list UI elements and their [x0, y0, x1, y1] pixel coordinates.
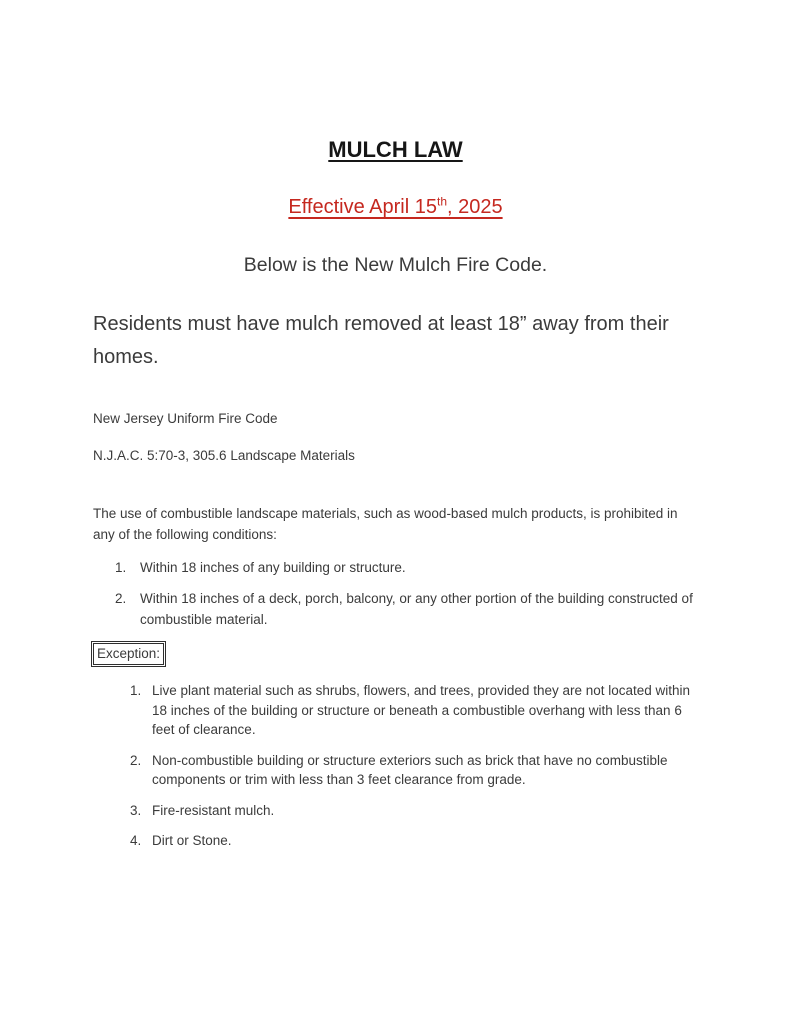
- effective-date-ordinal: th: [436, 194, 447, 209]
- subtitle: Below is the New Mulch Fire Code.: [243, 254, 548, 276]
- code-name: New Jersey Uniform Fire Code: [93, 411, 278, 426]
- notice-text: Residents must have mulch removed at least 18” away from their homes.: [93, 313, 669, 368]
- exception-item-3-number: 3.: [130, 802, 142, 818]
- exceptions-list: [93, 681, 698, 851]
- document-title-text: MULCH LAW: [328, 137, 463, 162]
- effective-date-suffix: , 2025: [447, 196, 503, 218]
- condition-item-2-text: Within 18 inches of a deck, porch, balcony, or any other portion of the building constructed of combustible material.: [140, 591, 693, 627]
- condition-item-2: [115, 588, 698, 630]
- exception-item-1-text: Live plant material such as shrubs, flowers, and trees, provided they are not located within 18 inches of the building or structure or beneath a combustible overhang with less than 6 feet of clearance.: [152, 683, 691, 737]
- effective-date-line: [93, 194, 698, 220]
- code-reference: N.J.A.C. 5:70-3, 305.6 Landscape Materials: [93, 448, 355, 463]
- condition-item-1: [115, 557, 698, 578]
- exception-label: Exception:: [97, 646, 161, 661]
- condition-item-1-number: 1.: [115, 560, 127, 575]
- exception-item-1: [130, 681, 698, 740]
- exception-item-2-number: 2.: [130, 752, 142, 768]
- document-title: [93, 138, 698, 162]
- exception-item-4-number: 4.: [130, 833, 142, 848]
- exception-item-2: [130, 751, 698, 790]
- effective-date-prefix: Effective April 15: [288, 196, 437, 218]
- exception-item-3-text: Fire-resistant mulch.: [152, 802, 275, 818]
- exception-item-3: [130, 801, 698, 821]
- conditions-list: [93, 557, 698, 630]
- intro-paragraph: The use of combustible landscape materials, such as wood-based mulch products, is prohibited in any of the following conditions:: [93, 506, 678, 542]
- condition-item-2-number: 2.: [115, 591, 127, 606]
- effective-date-text: [288, 196, 502, 218]
- exception-item-4-text: Dirt or Stone.: [152, 833, 232, 848]
- condition-item-1-text: Within 18 inches of any building or structure.: [140, 560, 406, 575]
- exception-label-box: [93, 643, 164, 665]
- exception-item-4: [130, 831, 698, 851]
- exception-item-1-number: 1.: [130, 683, 142, 698]
- exception-item-2-text: Non-combustible building or structure exteriors such as brick that have no combustible components or trim with less than 3 feet clearance from grade.: [152, 752, 668, 787]
